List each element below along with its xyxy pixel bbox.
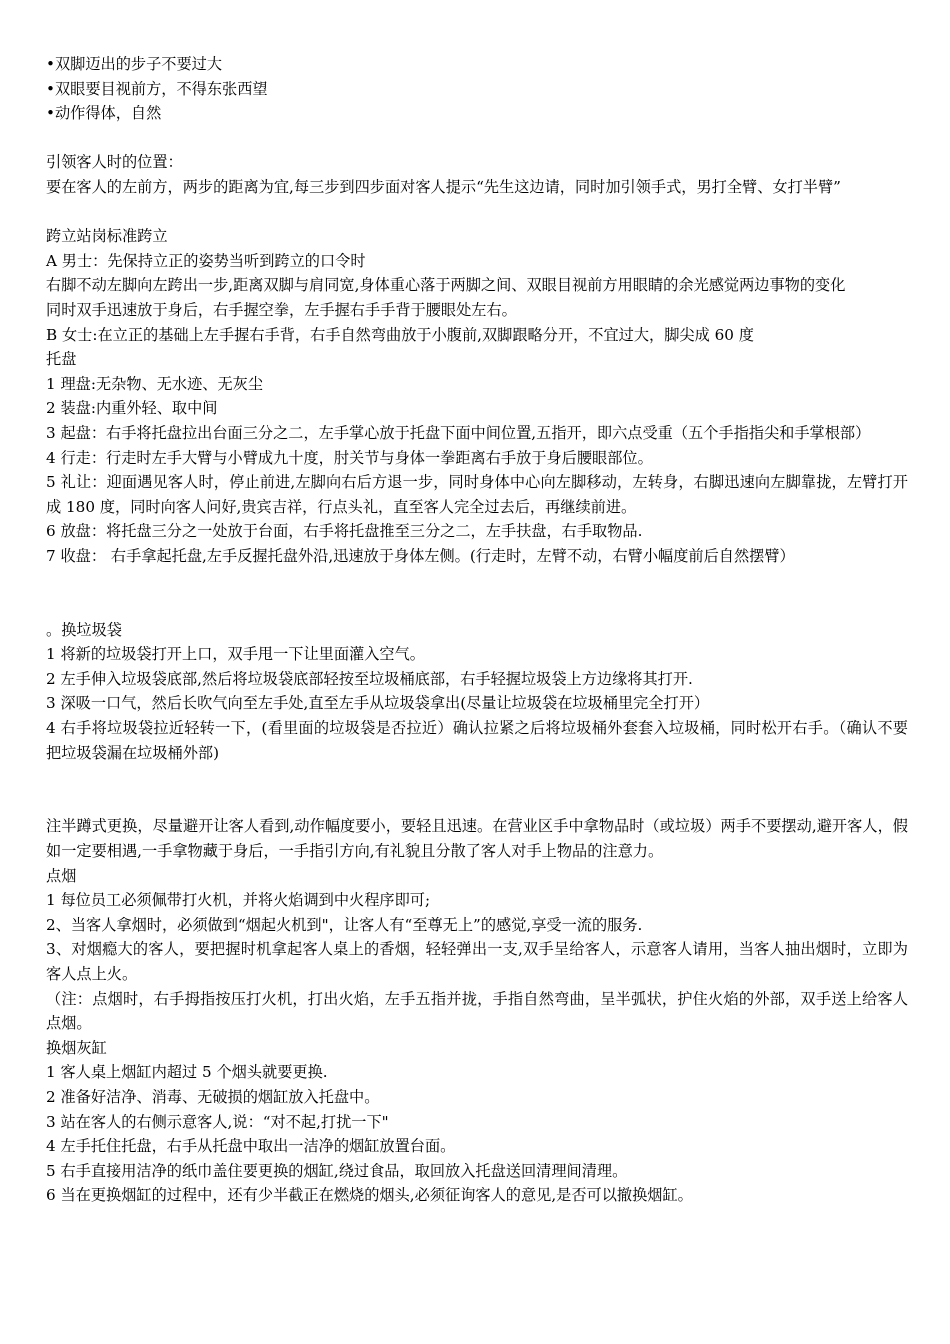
spacer bbox=[46, 765, 908, 814]
bullet-step-size: •双脚迈出的步子不要过大 bbox=[46, 55, 223, 73]
document-body bbox=[46, 52, 908, 1208]
tray-step-5: 5 礼让：迎面遇见客人时，停止前进,左脚向右后方退一步，同时身体中心向左脚移动，左转身，右脚迅速向左脚靠拢，左臂打开成 180 度，同时向客人问好,贵宾吉祥，行点头礼，直至客人完全过去后，再继续前进。 bbox=[46, 473, 908, 516]
tray-step-2: 2 装盘:内重外轻、取中间 bbox=[46, 399, 218, 418]
bullet-natural-movement: •动作得体，自然 bbox=[46, 104, 162, 123]
lighting-step-3: 3、对烟瘾大的客人，要把握时机拿起客人桌上的香烟，轻轻弹出一支,双手呈给客人，示意客人请用，当客人抽出烟时，立即为客人点上火。 bbox=[46, 940, 908, 983]
ashtray-step-6: 6 当在更换烟缸的过程中，还有少半截正在燃烧的烟头,必须征询客人的意见,是否可以撤换烟缸。 bbox=[46, 1186, 693, 1205]
trash-bag-heading: 。换垃圾袋 bbox=[46, 620, 122, 639]
lighting-step-2: 2、当客人拿烟时，必须做到“烟起火机到"，让客人有“至尊无上”的感觉,享受一流的服务. bbox=[46, 915, 643, 934]
tray-heading: 托盘 bbox=[46, 350, 77, 369]
guiding-position-heading: 引领客人时的位置： bbox=[46, 153, 183, 172]
tray-step-6: 6 放盘：将托盘三分之一处放于台面，右手将托盘推至三分之二，左手扶盘，右手取物品. bbox=[46, 522, 643, 541]
ashtray-step-5: 5 右手直接用洁净的纸巾盖住要更换的烟缸,绕过食品，取回放入托盘送回清理间清理。 bbox=[46, 1161, 628, 1180]
standing-male-detail: 右脚不动左脚向左跨出一步,距离双脚与肩同宽,身体重心落于两脚之间、双眼目视前方用眼睛的余光感觉两边事物的变化 bbox=[46, 276, 846, 295]
spacer bbox=[46, 200, 908, 225]
ashtray-heading: 换烟灰缸 bbox=[46, 1038, 107, 1057]
trash-bag-step-4: 4 右手将垃圾袋拉近轻转一下，(看里面的垃圾袋是否拉近）确认拉紧之后将垃圾桶外套套入垃圾桶，同时松开右手。（确认不要把垃圾袋漏在垃圾桶外部) bbox=[46, 719, 908, 762]
lighting-note: （注：点烟时，右手拇指按压打火机，打出火焰，左手五指并拢，手指自然弯曲，呈半弧状，护住火焰的外部，双手送上给客人点烟。 bbox=[46, 989, 908, 1033]
standing-female: B 女士:在立正的基础上左手握右手背，右手自然弯曲放于小腹前,双脚跟略分开，不宜过大，脚尖成 60 度 bbox=[46, 325, 754, 344]
tray-step-3: 3 起盘：右手将托盘拉出台面三分之二，左手掌心放于托盘下面中间位置,五指开，即六点受重（五个手指指尖和手掌根部） bbox=[46, 423, 871, 442]
ashtray-step-2: 2 准备好洁净、消毒、无破损的烟缸放入托盘中。 bbox=[46, 1087, 380, 1106]
tray-step-7: 7 收盘： 右手拿起托盘,左手反握托盘外沿,迅速放于身体左侧。(行走时，左臂不动，右臂小幅度前后自然摆臂） bbox=[46, 546, 795, 565]
half-squat-note: 注半蹲式更换，尽量避开让客人看到,动作幅度要小，要轻且迅速。在营业区手中拿物品时（或垃圾）两手不要摆动,避开客人，假如一定要相遇,一手拿物藏于身后，一手指引方向,有礼貌且分散了客人对手上物品的注意力。 bbox=[46, 817, 908, 860]
guiding-position-text: 要在客人的左前方，两步的距离为宜,每三步到四步面对客人提示“先生这边请，同时加引领手式，男打全臂、女打半臂” bbox=[46, 177, 841, 196]
standing-heading: 跨立站岗标准跨立 bbox=[46, 227, 168, 246]
ashtray-step-1: 1 客人桌上烟缸内超过 5 个烟头就要更换. bbox=[46, 1063, 328, 1082]
trash-bag-step-3: 3 深吸一口气，然后长吹气向至左手处,直至左手从垃圾袋拿出(尽量让垃圾袋在垃圾桶里完全打开） bbox=[46, 694, 710, 713]
trash-bag-step-1: 1 将新的垃圾袋打开上口，双手甩一下让里面灌入空气。 bbox=[46, 645, 425, 664]
ashtray-step-3: 3 站在客人的右侧示意客人,说：“对不起,打扰一下" bbox=[46, 1112, 389, 1131]
tray-step-4: 4 行走：行走时左手大臂与小臂成九十度，肘关节与身体一拳距离右手放于身后腰眼部位。 bbox=[46, 448, 653, 467]
spacer bbox=[46, 568, 908, 617]
bullet-eyes-forward: •双眼要目视前方，不得东张西望 bbox=[46, 79, 268, 98]
trash-bag-step-2: 2 左手伸入垃圾袋底部,然后将垃圾袋底部轻按至垃圾桶底部，右手轻握垃圾袋上方边缘将其打开. bbox=[46, 669, 693, 688]
standing-male-hands: 同时双手迅速放于身后，右手握空拳，左手握右手手背于腰眼处左右。 bbox=[46, 300, 517, 319]
tray-step-1: 1 理盘:无杂物、无水迹、无灰尘 bbox=[46, 374, 264, 393]
standing-male: A 男士：先保持立正的姿势当听到跨立的口令时 bbox=[46, 251, 366, 270]
lighting-heading: 点烟 bbox=[46, 866, 77, 885]
lighting-step-1: 1 每位员工必须佩带打火机，并将火焰调到中火程序即可; bbox=[46, 891, 431, 910]
spacer bbox=[46, 126, 908, 151]
ashtray-step-4: 4 左手托住托盘，右手从托盘中取出一洁净的烟缸放置台面。 bbox=[46, 1137, 456, 1156]
